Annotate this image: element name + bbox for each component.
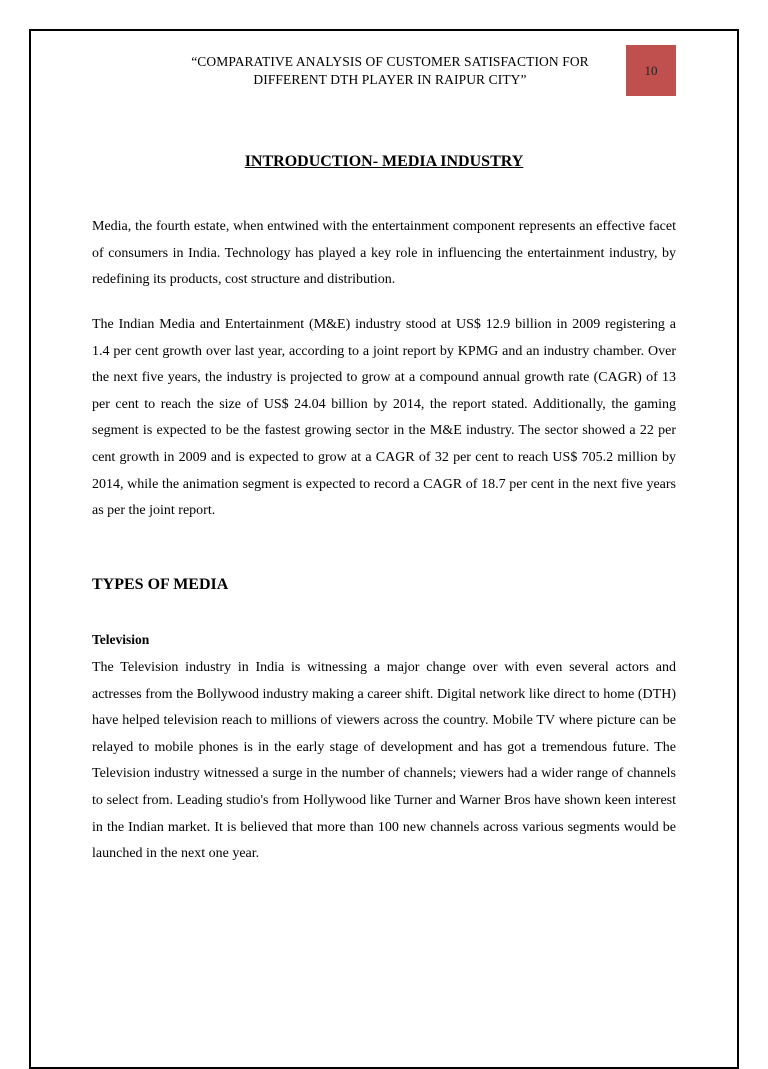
page-border — [29, 29, 739, 1069]
header-title-line-2: DIFFERENT DTH PLAYER IN RAIPUR CITY” — [253, 72, 527, 87]
header-title-line-1: “COMPARATIVE ANALYSIS OF CUSTOMER SATISFACTION FOR — [191, 54, 589, 69]
section-title: INTRODUCTION- MEDIA INDUSTRY — [244, 153, 524, 170]
page-number: 10 — [644, 62, 658, 78]
television-subheading: Television — [92, 632, 150, 647]
running-header-title — [100, 53, 680, 89]
types-of-media-heading: TYPES OF MEDIA — [92, 576, 229, 593]
page-number-badge — [626, 45, 676, 96]
television-paragraph: The Television industry in India is witnessing a major change over with even several actors and actresses from the Bollywood industry making a career shift. Digital network like direct to home (DTH) have helped television reach to millions of viewers across the country. Mobile TV where picture can be relayed to mobile phones is in the early stage of development and has got a tremendous future. The Television industry witnessed a surge in the number of channels; viewers had a wider range of channels to select from. Leading studio's from Hollywood like Turner and Warner Bros have shown keen interest in the Indian market. It is believed that more than 100 new channels across various segments would be launched in the next one year. — [92, 660, 676, 862]
intro-paragraph-1: Media, the fourth estate, when entwined with the entertainment component represents an effective facet of consumers in India. Technology has played a key role in influencing the entertainment industry, by redefining its products, cost structure and distribution. — [92, 219, 676, 288]
intro-paragraph-2: The Indian Media and Entertainment (M&E) industry stood at US$ 12.9 billion in 2009 registering a 1.4 per cent growth over last year, according to a joint report by KPMG and an industry chamber. Over the next five years, the industry is projected to grow at a compound annual growth rate (CAGR) of 13 per cent to reach the size of US$ 24.04 billion by 2014, the report stated. Additionally, the gaming segment is expected to be the fastest growing sector in the M&E industry. The sector showed a 22 per cent growth in 2009 and is expected to grow at a CAGR of 32 per cent to reach US$ 705.2 million by 2014, while the animation segment is expected to record a CAGR of 18.7 per cent in the next five years as per the joint report. — [92, 317, 676, 519]
